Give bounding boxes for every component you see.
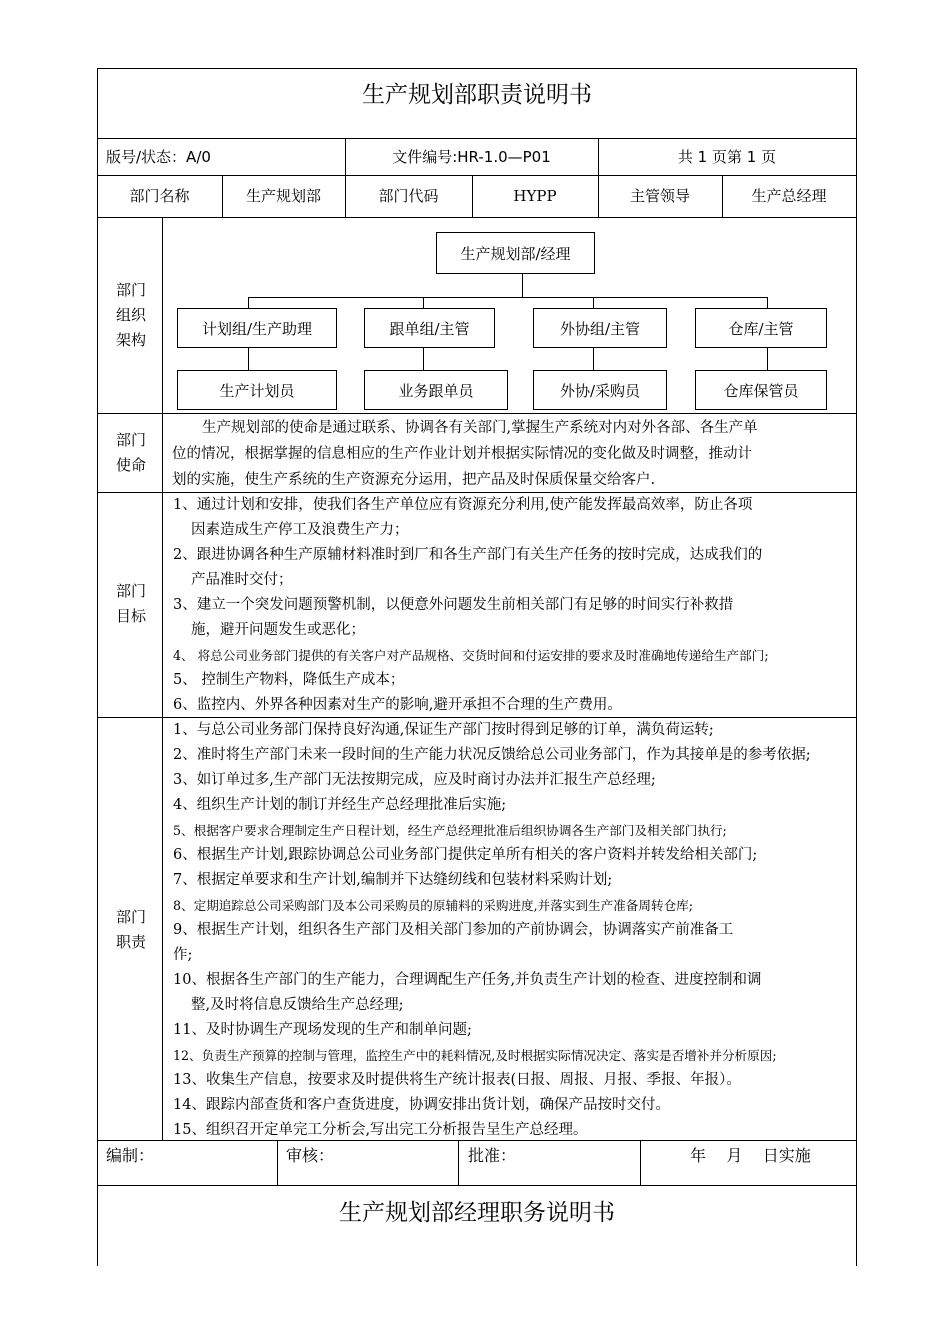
duty-item-4: 4、组织生产计划的制订并经生产总经理批准后实施; xyxy=(173,797,507,813)
duty-item-14: 14、跟踪内部查货和客户查货进度，协调安排出货计划，确保产品按时交付。 xyxy=(173,1097,670,1113)
leader-value: 生产总经理 xyxy=(751,187,827,205)
duties-label: 部门 职责 xyxy=(115,908,146,951)
duty-item-7: 7、根据定单要求和生产计划,编制并下达缝纫线和包装材料采购计划; xyxy=(173,872,613,888)
goal-item-3-continuation: 施，避开问题发生或恶化； xyxy=(191,622,365,638)
duty-item-10: 10、根据各生产部门的生产能力，合理调配生产任务,并负责生产计划的检查、进度控制和调 xyxy=(173,972,762,988)
org-staff-purchaser: 外协/采购员 xyxy=(533,370,667,410)
duty-item-9-continuation: 作; xyxy=(173,947,193,963)
duty-item-10-continuation: 整,及时将信息反馈给生产总经理; xyxy=(191,997,404,1013)
goals-label: 部门 目标 xyxy=(115,582,146,625)
org-staff-planner: 生产计划员 xyxy=(177,370,337,410)
org-group-outsourcing: 外协组/主管 xyxy=(533,308,667,348)
goal-item-6: 6、监控内、外界各种因素对生产的影响,避开承担不合理的生产费用。 xyxy=(173,697,622,713)
goal-item-1-continuation: 因素造成生产停工及浪费生产力； xyxy=(191,522,409,538)
org-group-planning: 计划组/生产助理 xyxy=(177,308,337,348)
document-title: 生产规划部职责说明书 xyxy=(362,82,592,108)
duty-item-5: 5、根据客户要求合理制定生产日程计划，经生产总经理批准后组织协调各生产部门及相关部门执行; xyxy=(173,823,727,838)
goal-item-1: 1、通过计划和安排，使我们各生产单位应有资源充分利用,使产能发挥最高效率，防止各项 xyxy=(173,497,753,513)
second-document-title: 生产规划部经理职务说明书 xyxy=(339,1200,615,1226)
mission-line-1: 生产规划部的使命是通过联系、协调各有关部门,掌握生产系统对内对外各部、各生产单 xyxy=(202,420,758,436)
goal-item-5: 5、 控制生产物料，降低生产成本； xyxy=(173,672,405,688)
org-label: 部门 组织 架构 xyxy=(115,281,146,349)
duty-item-12: 12、负责生产预算的控制与管理，监控生产中的耗料情况,及时根据实际情况决定、落实是否增补并分析原因; xyxy=(173,1048,777,1063)
dept-name-label: 部门名称 xyxy=(129,187,190,205)
dept-code-label: 部门代码 xyxy=(378,187,439,205)
org-top-box: 生产规划部/经理 xyxy=(436,232,595,274)
duty-item-15: 15、组织召开定单完工分析会,写出完工分析报告呈生产总经理。 xyxy=(173,1122,588,1138)
version-status: 版号/状态：A/0 xyxy=(106,148,211,166)
approved-by-label: 批准： xyxy=(468,1146,517,1165)
goal-item-3: 3、建立一个突发问题预警机制，以便意外问题发生前相关部门有足够的时间实行补救措 xyxy=(173,597,734,613)
reviewed-by-label: 审核： xyxy=(286,1146,335,1165)
goal-item-4: 4、 将总公司业务部门提供的有关客户对产品规格、交货时间和付运安排的要求及时准确地传递给生产部门; xyxy=(173,648,769,663)
duty-item-9: 9、根据生产计划，组织各生产部门及相关部门参加的产前协调会，协调落实产前准备工 xyxy=(173,922,734,938)
duty-item-8: 8、定期追踪总公司采购部门及本公司采购员的原辅料的采购进度,并落实到生产准备周转仓库; xyxy=(173,898,694,913)
mission-line-3: 划的实施，使生产系统的生产资源充分运用，把产品及时保质保量交给客户. xyxy=(172,472,656,488)
duty-item-6: 6、根据生产计划,跟踪协调总公司业务部门提供定单所有相关的客户资料并转发给相关部门; xyxy=(173,847,758,863)
duty-item-1: 1、与总公司业务部门保持良好沟通,保证生产部门按时得到足够的订单，满负荷运转; xyxy=(173,722,714,738)
org-group-warehouse: 仓库/主管 xyxy=(695,308,827,348)
duty-item-13: 13、收集生产信息，按要求及时提供将生产统计报表(日报、周报、月报、季报、年报）。 xyxy=(173,1072,741,1088)
goal-item-2: 2、跟进协调各种生产原辅材料准时到厂和各生产部门有关生产任务的按时完成，达成我们的 xyxy=(173,547,763,563)
effective-date-label: 年 月 日实施 xyxy=(690,1146,811,1165)
file-number: 文件编号:HR-1.0—P01 xyxy=(392,148,551,166)
org-staff-merchandiser: 业务跟单员 xyxy=(364,370,508,410)
page-count: 共 1 页第 1 页 xyxy=(677,148,777,166)
prepared-by-label: 编制： xyxy=(106,1146,155,1165)
org-group-follow-up: 跟单组/主管 xyxy=(364,308,495,348)
leader-label: 主管领导 xyxy=(629,187,690,205)
dept-name-value: 生产规划部 xyxy=(245,187,321,205)
goal-item-2-continuation: 产品准时交付； xyxy=(191,572,293,588)
org-staff-keeper: 仓库保管员 xyxy=(695,370,827,410)
mission-line-2: 位的情况，根据掌握的信息相应的生产作业计划并根据实际情况的变化做及时调整，推动计 xyxy=(172,446,752,462)
dept-code-value: HYPP xyxy=(513,187,557,205)
duty-item-11: 11、及时协调生产现场发现的生产和制单问题; xyxy=(173,1022,472,1038)
duty-item-3: 3、如订单过多,生产部门无法按期完成，应及时商讨办法并汇报生产总经理; xyxy=(173,772,656,788)
mission-label: 部门 使命 xyxy=(115,431,146,474)
duty-item-2: 2、准时将生产部门未来一段时间的生产能力状况反馈给总公司业务部门，作为其接单是的参考依据; xyxy=(173,747,811,763)
